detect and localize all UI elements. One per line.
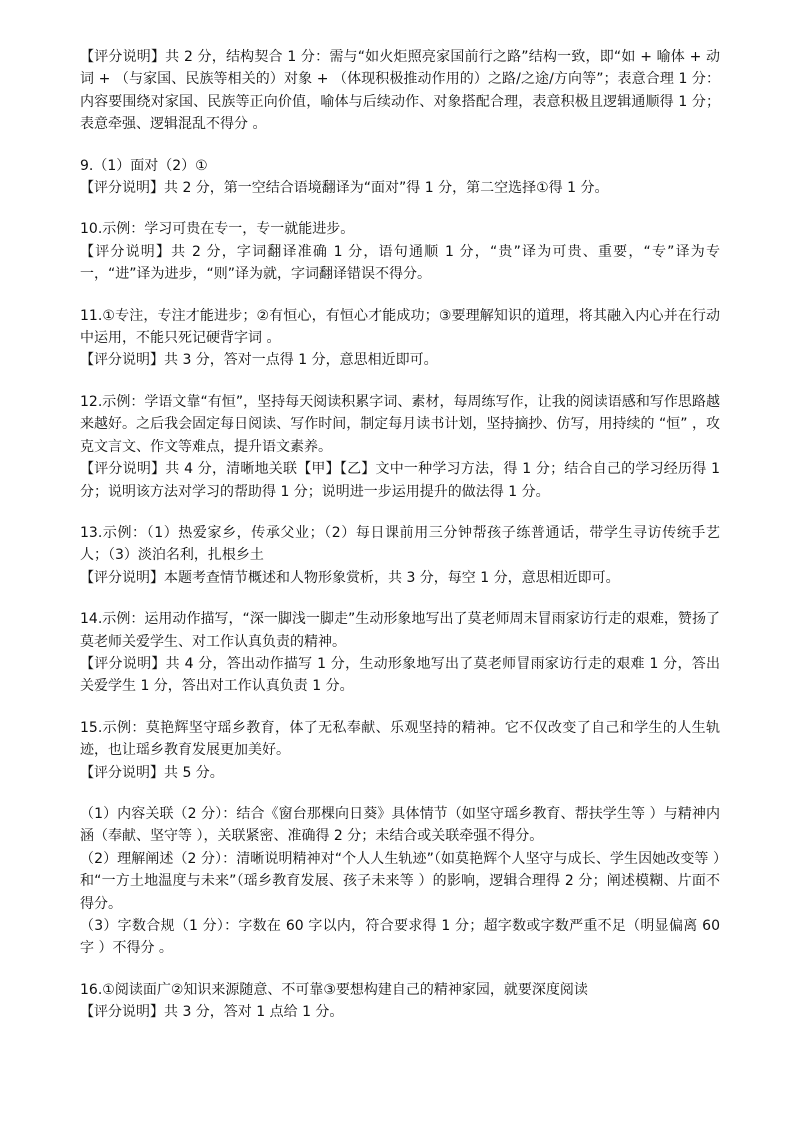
question-12-block [80, 391, 720, 503]
q15-criterion-3: （3）字数合规（1 分）：字数在 60 字以内，符合要求得 1 分；超字数或字数严重不足（明显偏离 60 字 ）不得分 。 [80, 918, 720, 957]
question-15-block [80, 717, 720, 784]
q15-answer: 15.示例：莫艳辉坚守瑶乡教育，体了无私奉献、乐观坚持的精神。它不仅改变了自己和学生的人生轨迹，也让瑶乡教育发展更加美好。 [80, 719, 720, 759]
question-8-block [80, 46, 720, 136]
q12-answer: 12.示例：学语文靠“有恒”，坚持每天阅读积累字词、素材，每周练写作，让我的阅读语感和写作思路越来越好。之后我会固定每日阅读、写作时间，制定每月读书计划，坚持摘抄、仿写，用持续的 “恒” ，攻克文言文、作文等难点，提升语文素养。 [80, 393, 720, 455]
q14-scoring-note: 【评分说明】共 4 分，答出动作描写 1 分，生动形象地写出了莫老师冒雨家访行走的艰难 1 分，答出关爱学生 1 分，答出对工作认真负责 1 分。 [80, 655, 720, 695]
question-9-block [80, 155, 720, 200]
question-14-block [80, 608, 720, 698]
q13-scoring-note: 【评分说明】本题考查情节概述和人物形象赏析，共 3 分，每空 1 分，意思相近即可。 [80, 569, 620, 586]
q11-answer: 11.①专注，专注才能进步；②有恒心，有恒心才能成功；③要理解知识的道理，将其融入内心并在行动中运用，不能只死记硬背字词 。 [80, 307, 720, 347]
q9-scoring-note: 【评分说明】共 2 分，第一空结合语境翻译为“面对”得 1 分，第二空选择①得 1 分。 [80, 180, 609, 197]
q16-answer: 16.①阅读面广②知识来源随意、不可靠③要想构建自己的精神家园，就要深度阅读 [80, 981, 588, 998]
q14-answer: 14.示例：运用动作描写，“深一脚浅一脚走”生动形象地写出了莫老师周末冒雨家访行走的艰难，赞扬了莫老师关爱学生、对工作认真负责的精神。 [80, 611, 720, 650]
q9-answer: 9.（1）面对（2）① [80, 157, 208, 174]
q11-scoring-note: 【评分说明】共 3 分，答对一点得 1 分，意思相近即可。 [80, 352, 438, 369]
q12-scoring-note: 【评分说明】共 4 分，清晰地关联【甲】【乙】文中一种学习方法，得 1 分；结合自己的学习经历得 1 分；说明该方法对学习的帮助得 1 分；说明进一步运用提升的做法得 1 分。 [80, 461, 720, 500]
question-11-block [80, 305, 720, 372]
q16-scoring-note: 【评分说明】共 3 分，答对 1 点给 1 分。 [80, 1004, 344, 1021]
q13-answer: 13.示例：（1）热爱家乡，传承父业；（2）每日课前用三分钟帮孩子练普通话，带学生寻访传统手艺人；（3）淡泊名利，扎根乡土 [80, 524, 720, 564]
answer-key-page [80, 46, 720, 1043]
q8-scoring-note: 【评分说明】共 2 分，结构契合 1 分：需与“如火炬照亮家国前行之路”结构一致，即“如 + 喻体 + 动词 + （与家国、民族等相关的）对象 + （体现积极推动作用的）之路/之途/方向等”；表意合理 1 分：内容要围绕对家国、民族等正向价值，喻体与后续动作、对象搭配合理，表意积极且逻辑通顺得 1 分；表意牵强、逻辑混乱不得分 。 [80, 49, 720, 133]
q10-scoring-note: 【评分说明】共 2 分，字词翻译准确 1 分，语句通顺 1 分，“贵”译为可贵、重要，“专”译为专一，“进”译为进步，“则”译为就，字词翻译错误不得分。 [80, 243, 720, 283]
question-10-block [80, 218, 720, 285]
question-16-block [80, 979, 720, 1024]
q10-answer: 10.示例：学习可贵在专一，专一就能进步。 [80, 221, 355, 238]
q15-criterion-1: （1）内容关联（2 分）：结合《窗台那棵向日葵》具体情节（如坚守瑶乡教育、帮扶学生等 ）与精神内涵（奉献、坚守等 ），关联紧密、准确得 2 分；未结合或关联牵强不得分。 [80, 805, 720, 845]
q15-criterion-2: （2）理解阐述（2 分）：清晰说明精神对“个人人生轨迹”（如莫艳辉个人坚守与成长、学生因她改变等 ）和“一方土地温度与未来”（瑶乡教育发展、孩子未来等 ）的影响，逻辑合理得 2 分；阐述模糊、片面不得分。 [80, 850, 720, 912]
question-13-block [80, 522, 720, 589]
question-15-criteria [80, 803, 720, 960]
q15-scoring-note: 【评分说明】共 5 分。 [80, 764, 224, 781]
